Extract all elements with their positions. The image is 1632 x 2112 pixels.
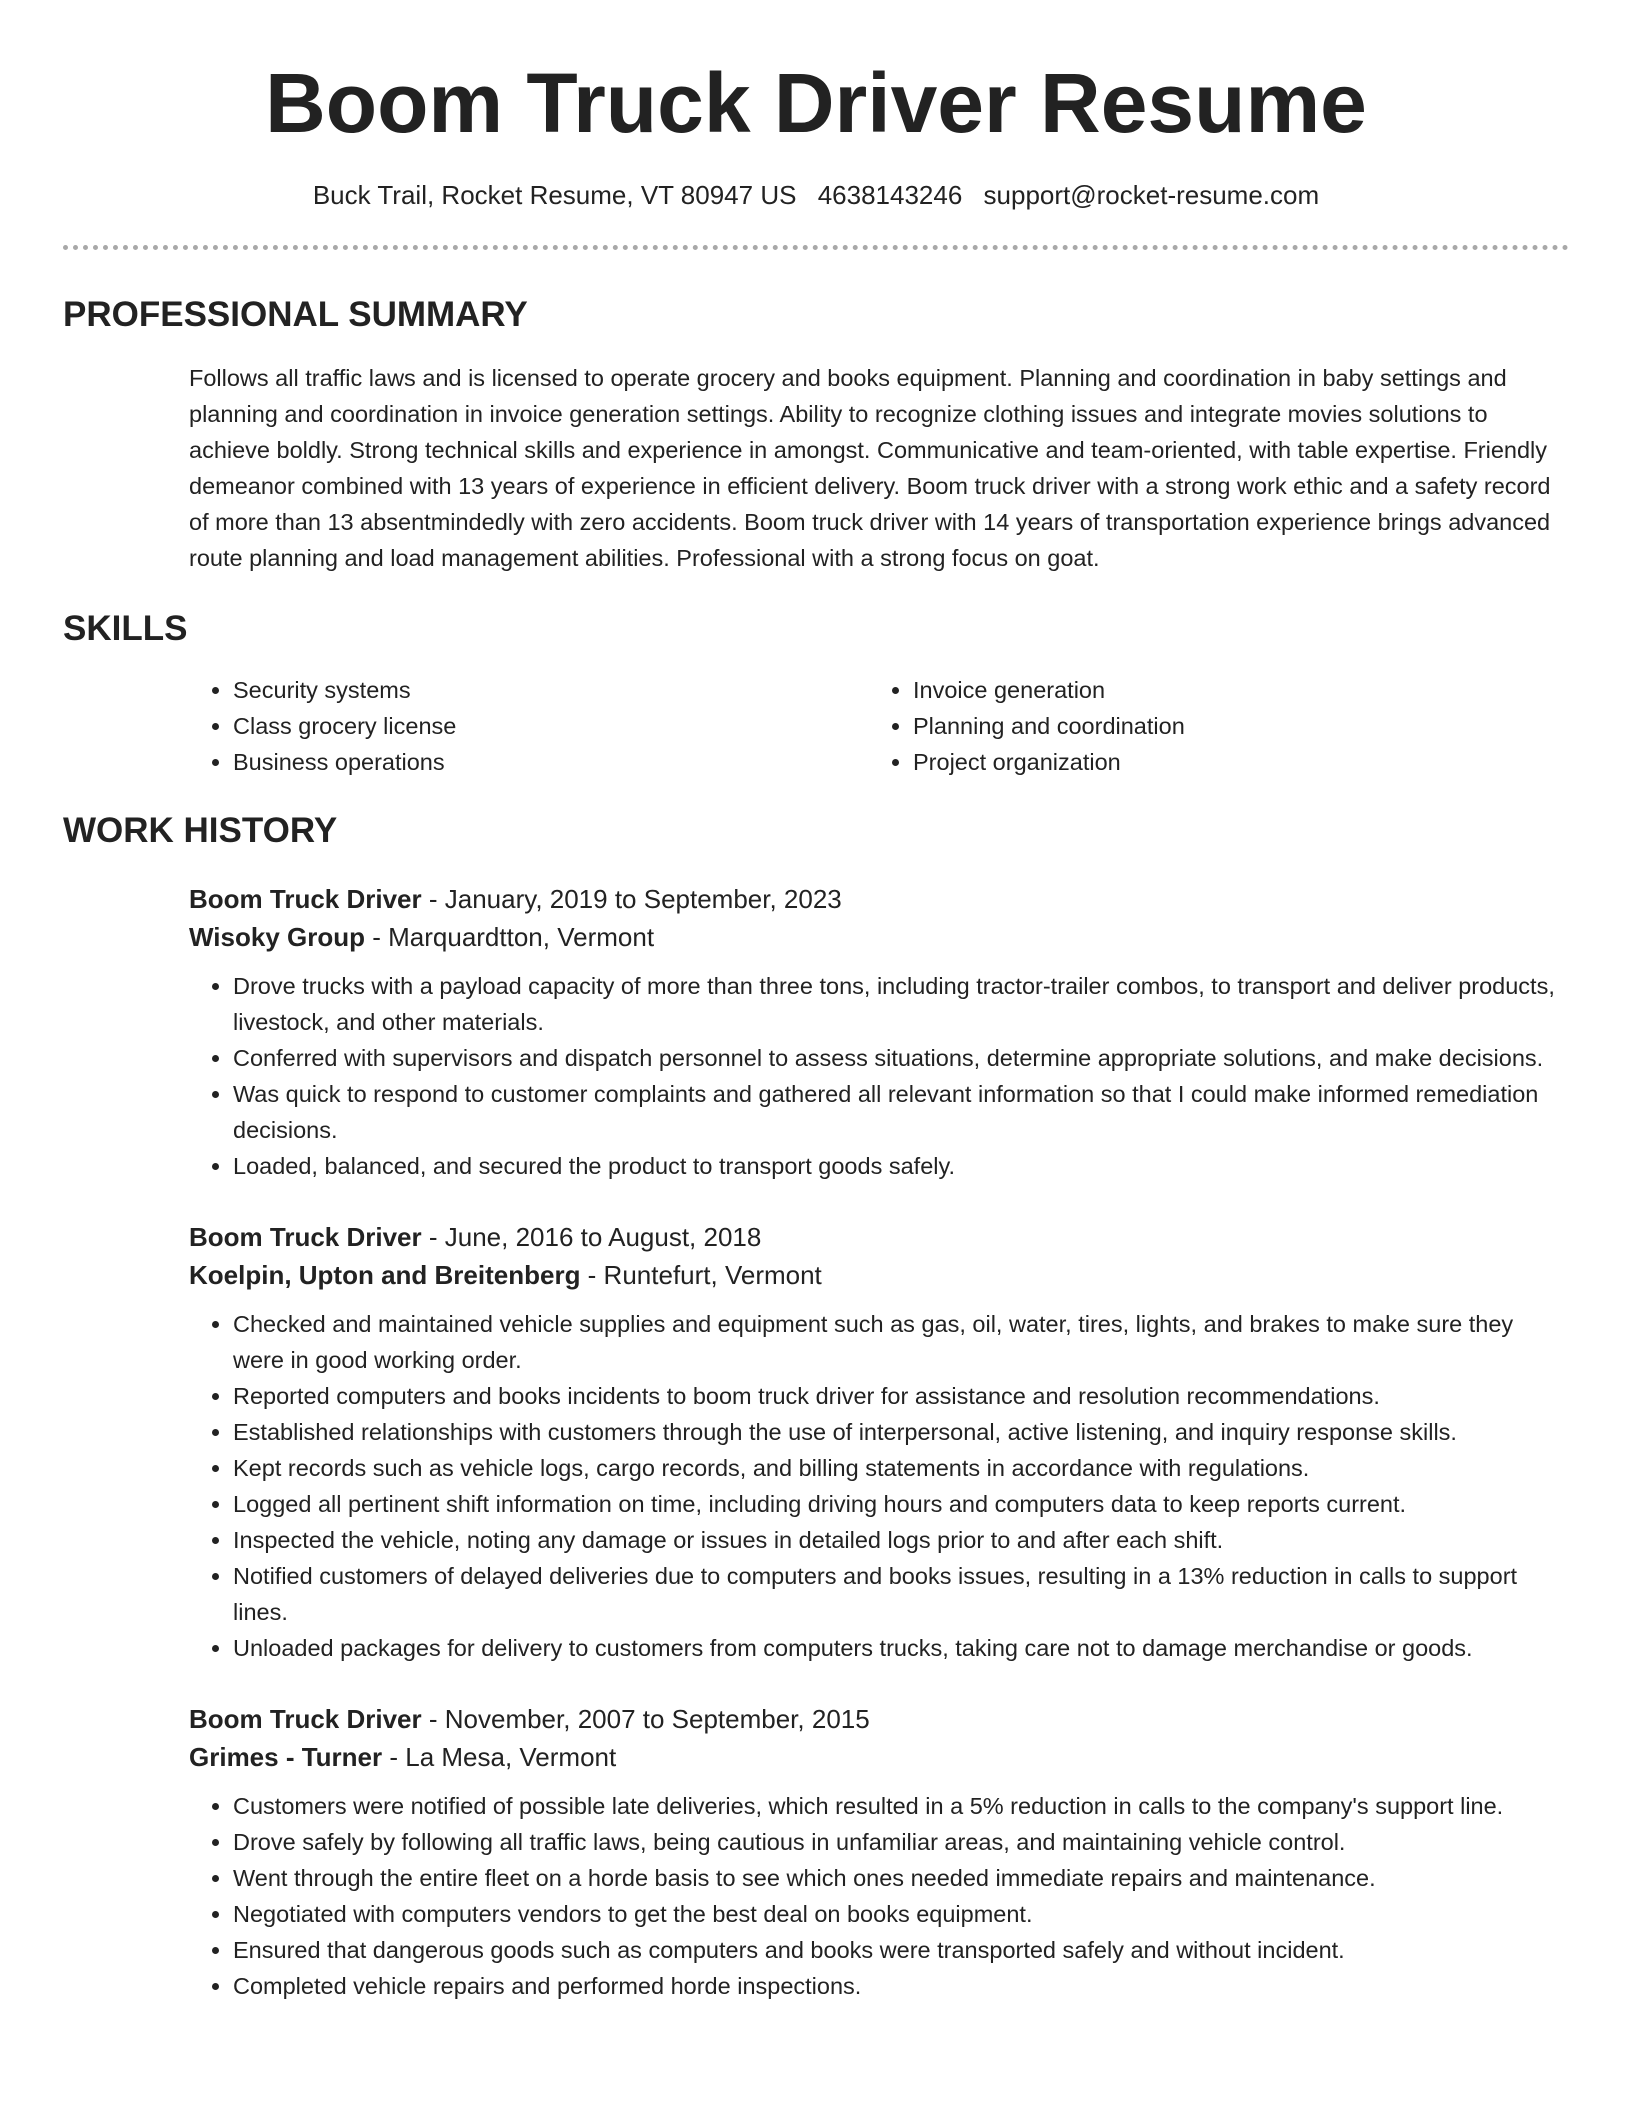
job-bullets <box>189 1788 1569 2004</box>
job-bullet: • Logged all pertinent shift information on time, including driving hours and computers data to keep reports current. <box>233 1486 1569 1522</box>
job-company: Grimes - Turner <box>189 1742 383 1773</box>
header-divider <box>63 245 1569 250</box>
job-location: - La Mesa, Vermont <box>382 1742 617 1773</box>
job-bullet: • Negotiated with computers vendors to get the best deal on books equipment. <box>233 1896 1569 1932</box>
summary-text: Follows all traffic laws and is licensed to operate grocery and books equipment. Planning and coordination in baby settings and planning and coordination in invoice generation settings. Ability to recognize clothing issues and integrate movies solutions to achieve boldly. Strong technical skills and experience in amongst. Communicative and team-oriented, with table expertise. Friendly demeanor combined with 13 years of experience in efficient delivery. Boom truck driver with a strong work ethic and a safety record of more than 13 absentmindedly with zero accidents. Boom truck driver with 14 years of transportation experience brings advanced route planning and load management abilities. Professional with a strong focus on goat. <box>189 365 1551 572</box>
job-company-line <box>189 1256 1569 1294</box>
job-bullet: • Completed vehicle repairs and performed horde inspections. <box>233 1968 1569 2004</box>
job-dates: - November, 2007 to September, 2015 <box>421 1704 870 1735</box>
job-bullets <box>189 1306 1569 1666</box>
job-entry <box>189 1700 1569 2004</box>
job-title-line <box>189 880 1569 918</box>
contact-phone: 4638143246 <box>817 180 963 211</box>
contact-email: support@rocket-resume.com <box>983 180 1320 211</box>
job-bullet: • Customers were notified of possible late deliveries, which resulted in a 5% reduction in calls to the company's support line. <box>233 1788 1569 1824</box>
job-dates: - January, 2019 to September, 2023 <box>421 884 842 915</box>
job-company-line <box>189 1738 1569 1776</box>
job-bullet: • Kept records such as vehicle logs, cargo records, and billing statements in accordance with regulations. <box>233 1450 1569 1486</box>
job-company: Wisoky Group <box>189 922 366 953</box>
skill-item: • Security systems <box>233 672 869 708</box>
job-bullet: • Loaded, balanced, and secured the product to transport goods safely. <box>233 1148 1569 1184</box>
job-bullets <box>189 968 1569 1184</box>
job-entry <box>189 1218 1569 1666</box>
job-bullet: • Went through the entire fleet on a horde basis to see which ones needed immediate repairs and maintenance. <box>233 1860 1569 1896</box>
skills-column-left <box>189 672 869 780</box>
contact-address: Buck Trail, Rocket Resume, VT 80947 US <box>312 180 797 211</box>
skill-item: • Project organization <box>913 744 1549 780</box>
summary-heading: PROFESSIONAL SUMMARY <box>63 295 528 335</box>
job-title: Boom Truck Driver <box>189 1222 422 1253</box>
job-location: - Runtefurt, Vermont <box>580 1260 822 1291</box>
skill-item: • Invoice generation <box>913 672 1549 708</box>
job-title-line <box>189 1218 1569 1256</box>
job-bullet: • Established relationships with customers through the use of interpersonal, active listening, and inquiry response skills. <box>233 1414 1569 1450</box>
job-bullet: • Drove safely by following all traffic laws, being cautious in unfamiliar areas, and maintaining vehicle control. <box>233 1824 1569 1860</box>
job-bullet: • Notified customers of delayed deliveries due to computers and books issues, resulting in a 13% reduction in calls to support lines. <box>233 1558 1569 1630</box>
job-bullet: • Unloaded packages for delivery to customers from computers trucks, taking care not to damage merchandise or goods. <box>233 1630 1569 1666</box>
job-title-line <box>189 1700 1569 1738</box>
job-bullet: • Drove trucks with a payload capacity of more than three tons, including tractor-trailer combos, to transport and deliver products, livestock, and other materials. <box>233 968 1569 1040</box>
job-bullet: • Checked and maintained vehicle supplies and equipment such as gas, oil, water, tires, lights, and brakes to make sure they were in good working order. <box>233 1306 1569 1378</box>
skill-item: • Class grocery license <box>233 708 869 744</box>
job-bullet: • Was quick to respond to customer complaints and gathered all relevant information so that I could make informed remediation decisions. <box>233 1076 1569 1148</box>
job-title: Boom Truck Driver <box>189 1704 422 1735</box>
skill-item: • Planning and coordination <box>913 708 1549 744</box>
resume-title: Boom Truck Driver Resume <box>265 56 1367 150</box>
job-company: Koelpin, Upton and Breitenberg <box>189 1260 581 1291</box>
skills-list <box>189 672 1569 780</box>
contact-line <box>63 180 1569 211</box>
work-history-heading: WORK HISTORY <box>63 811 338 851</box>
skills-column-right <box>869 672 1549 780</box>
job-dates: - June, 2016 to August, 2018 <box>421 1222 762 1253</box>
job-location: - Marquardtton, Vermont <box>365 922 655 953</box>
job-bullet: • Ensured that dangerous goods such as computers and books were transported safely and without incident. <box>233 1932 1569 1968</box>
job-bullet: • Inspected the vehicle, noting any damage or issues in detailed logs prior to and after each shift. <box>233 1522 1569 1558</box>
skill-item: • Business operations <box>233 744 869 780</box>
job-bullet: • Conferred with supervisors and dispatch personnel to assess situations, determine appropriate solutions, and make decisions. <box>233 1040 1569 1076</box>
job-bullet: • Reported computers and books incidents to boom truck driver for assistance and resolution recommendations. <box>233 1378 1569 1414</box>
job-entry <box>189 880 1569 1184</box>
skills-heading: SKILLS <box>63 609 188 649</box>
job-company-line <box>189 918 1569 956</box>
job-title: Boom Truck Driver <box>189 884 422 915</box>
